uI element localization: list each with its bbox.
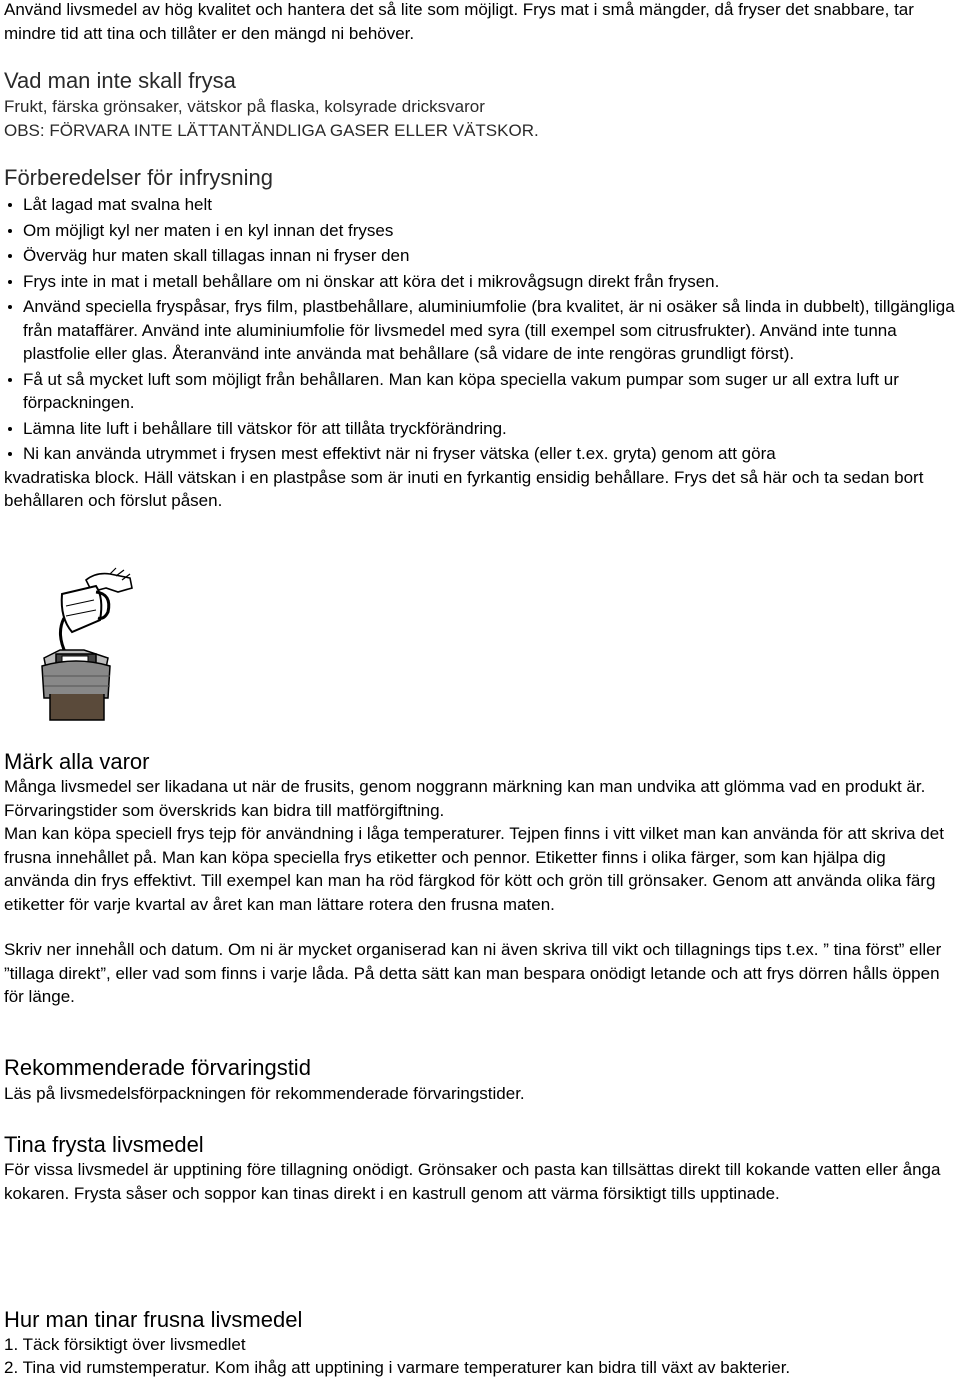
section-heading-not-freeze: Vad man inte skall frysa — [4, 68, 236, 93]
bullet-icon — [8, 305, 12, 309]
section-heading-storage: Rekommenderade förvaringstid — [4, 1055, 311, 1080]
label-paragraph: Många livsmedel ser likadana ut när de frusits, genom noggrann märkning kan man undvika att glömma vad en produkt är. Förvaringstider som överskrids kan bidra till matförgiftning. — [4, 777, 926, 820]
section-heading-how-thaw: Hur man tinar frusna livsmedel — [4, 1307, 303, 1332]
list-item: Ni kan använda utrymmet i frysen mest effektivt när ni fryser vätska (eller t.ex. gryta) genom att göra kvadratiska block. Häll vätskan i en plastpåse som är inuti en fyrkantig ensidig behållare. Frys det så här och ta sedan bort behållaren och förslut påsen. — [4, 444, 924, 510]
list-item: Om möjligt kyl ner maten i en kyl innan det fryses — [4, 219, 960, 243]
list-item: Överväg hur maten skall tillagas innan ni fryser den — [4, 244, 960, 268]
list-item: Lämna lite luft i behållare till vätskor för att tillåta tryckförändring. — [4, 417, 960, 441]
thaw-step: 1. Täck försiktigt över livsmedlet — [4, 1335, 246, 1354]
bullet-icon — [8, 427, 12, 431]
bullet-icon — [8, 378, 12, 382]
list-item: Frys inte in mat i metall behållare om ni önskar att köra det i mikrovågsugn direkt från frysen. — [4, 270, 960, 294]
label-paragraph: Skriv ner innehåll och datum. Om ni är mycket organiserad kan ni även skriva till vikt och tillagnings tips t.ex. ” tina först” eller ”tillaga direkt”, eller vad som finns i varje låda. På detta sätt kan man bespara onödigt letande och att frys dörren hålls öppen för länge. — [4, 940, 942, 1006]
bullet-icon — [8, 452, 12, 456]
intro-paragraph: Använd livsmedel av hög kvalitet och hantera det så lite som möjligt. Frys mat i små mängder, då fryser det snabbare, tar mindre tid att tina och tillåter er den mängd ni behöver. — [4, 0, 914, 43]
bullet-icon — [8, 229, 12, 233]
section-heading-thaw: Tina frysta livsmedel — [4, 1132, 204, 1157]
thaw-text: För vissa livsmedel är upptining före tillagning onödigt. Grönsaker och pasta kan tillsättas direkt till kokande vatten eller ånga kokaren. Frysta såser och soppor kan tinas direkt i en kastrull genom att värma försiktigt tills upptinade. — [4, 1160, 941, 1203]
section-heading-label: Märk alla varor — [4, 749, 150, 774]
list-item: Få ut så mycket luft som möjligt från behållaren. Man kan köpa speciella vakum pumpar som suger ur all extra luft ur förpackningen. — [4, 368, 960, 415]
pouring-liquid-illustration — [26, 558, 146, 722]
thaw-step: 2. Tina vid rumstemperatur. Kom ihåg att upptining i varmare temperaturer kan bidra till växt av bakterier. — [4, 1358, 791, 1377]
not-freeze-line: Frukt, färska grönsaker, vätskor på flaska, kolsyrade dricksvaror — [4, 97, 485, 116]
label-paragraph: Man kan köpa speciell frys tejp för användning i låga temperaturer. Tejpen finns i vitt vilket man kan använda för att skriva det frusna innehållet på. Man kan köpa speciella frys etiketter och pennor. Etiketter finns i olika färger, som kan hjälpa dig använda din frys effektivt. Till exempel kan man ha röd färgkod för kött och grön till grönsaker. Genom att använda olika färg etiketter för varje kvartal av året kan man lättare rotera den frusna maten. — [4, 824, 944, 914]
bullet-icon — [8, 203, 12, 207]
list-item: Använd speciella fryspåsar, frys film, plastbehållare, aluminiumfolie (bra kvalitet, är ni osäker så linda in dubbelt), tillgängliga från mataffärer. Använd inte aluminiumfolie för livsmedel med syra (till exempel som citrusfrukter). Använd inte tunna plastfolie eller glas. Återanvänd inte använda mat behållare (så vidare de inte rengöras grundligt först). — [4, 295, 960, 366]
not-freeze-warning: OBS: FÖRVARA INTE LÄTTANTÄNDLIGA GASER ELLER VÄTSKOR. — [4, 121, 539, 140]
list-item: Låt lagad mat svalna helt — [4, 193, 960, 217]
section-heading-prep: Förberedelser för infrysning — [4, 165, 274, 190]
storage-text: Läs på livsmedelsförpackningen för rekommenderade förvaringstider. — [4, 1084, 525, 1103]
prep-list — [4, 193, 960, 513]
bullet-icon — [8, 280, 12, 284]
bullet-icon — [8, 254, 12, 258]
